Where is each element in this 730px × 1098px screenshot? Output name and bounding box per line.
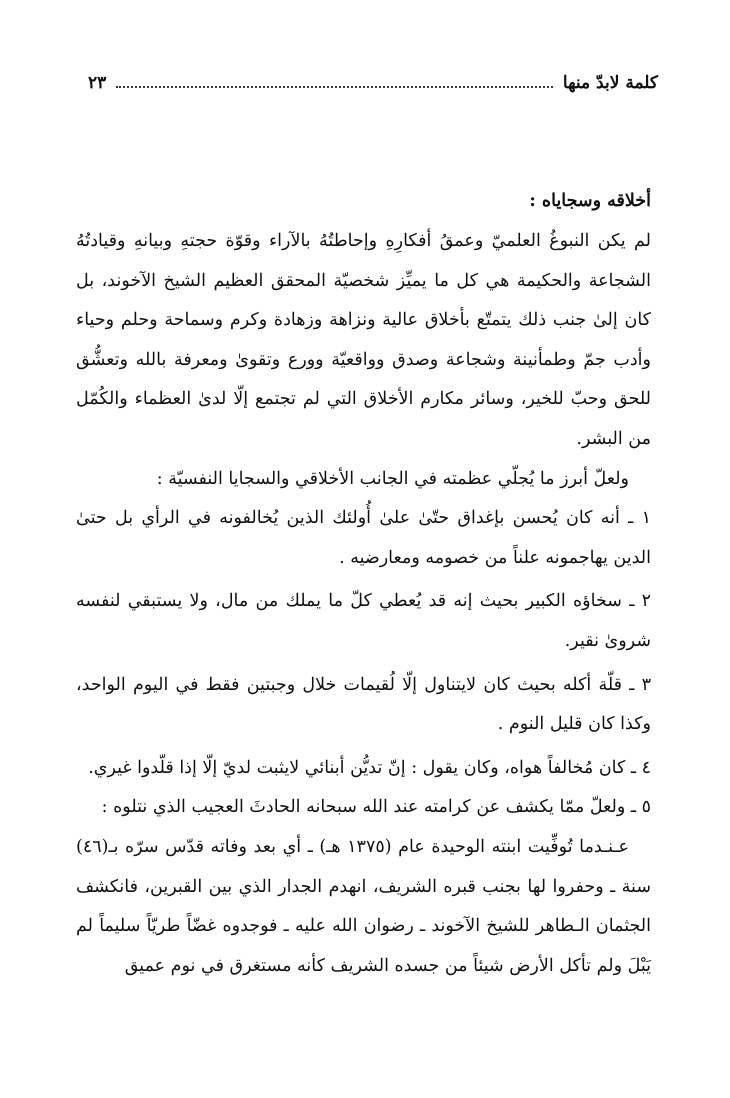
intro-paragraph: لم يكن النبوغُ العلميّ وعمقُ أفكارِهِ وإحاطتُهُ بالآراء وقوّة حجتهِ وبيانهِ وقيادتُهُ الشجاعة والحكيمة هي كل ما يميِّز شخصيّة المحقق العظيم الشيخ الآخوند، بل كان إلىٰ جنب ذلك يتمتّع بأخلاق عالية ونزاهة وزهادة وكرم وسماحة وحلم وحياء وأدب جمّ وطمأنينة وشجاعة وصدق وواقعيّة وورع وتقوىٰ ومعرفة بالله وتعشُّق للحق وحبّ للخير، وسائر مكارم الأخلاق التي لم تجتمع إلّا لدىٰ العظماء والكُمّل من البشر. [76, 231, 651, 449]
header-title: كلمة لابدّ منها [562, 73, 658, 93]
page-body [76, 186, 651, 986]
list-item: ٢ ـ سخاؤه الكبير بحيث إنه قد يُعطي كلّ ما يملك من مال، ولا يستبقي لنفسه شروىٰ نقير. [76, 591, 651, 651]
page-number: ٢٣ [88, 73, 107, 93]
list-item: ١ ـ أنه كان يُحسن بإغداق حتّىٰ علىٰ أُولئك الذين يُخالفونه في الرأي بل حتىٰ الدين يهاجمونه علناً من خصومه ومعارضيه . [76, 508, 651, 568]
lead-paragraph: ولعلّ أبرز ما يُجلّي عظمته في الجانب الأخلاقي والسجايا النفسيّة : [156, 468, 629, 489]
story-paragraph: عـنـدما تُوفِّيت ابنته الوحيدة عام (١٣٧٥ هـ) ـ أي بعد وفاته قدّس سرّه بـ(٤٦) سنة ـ وحفروا لها بجنب قبره الشريف، انهدم الجدار الذي بين القبرين، فانكشف الجثمان الـطاهر للشيخ الآخوند ـ رضوان الله عليه ـ فوجدوه غضّاً طريّاً سليماً لم يَبْلَ ولم تأكل الأرض شيئاً من جسده الشريف كأنه مستغرق في نوم عميق [76, 836, 651, 976]
section-heading: أخلاقه وسجاياه : [529, 191, 651, 211]
header-dot-leader [116, 72, 553, 88]
list-item: ٣ ـ قلّة أكله بحيث كان لايتناول إلّا لُقيمات خلال وجبتين فقط في اليوم الواحد، وكذا كان قليل النوم . [76, 674, 651, 735]
list-item: ٥ ـ ولعلّ ممّا يكشف عن كرامته عند الله سبحانه الحادثَ العجيب الذي نتلوه : [101, 797, 651, 818]
list-item: ٤ ـ كان مُخالفاً هواه، وكان يقول : إنّ تديُّن أبنائي لايثبت لديّ إلّا إذا قلّدوا غيري. [88, 757, 651, 778]
running-header [88, 72, 658, 100]
